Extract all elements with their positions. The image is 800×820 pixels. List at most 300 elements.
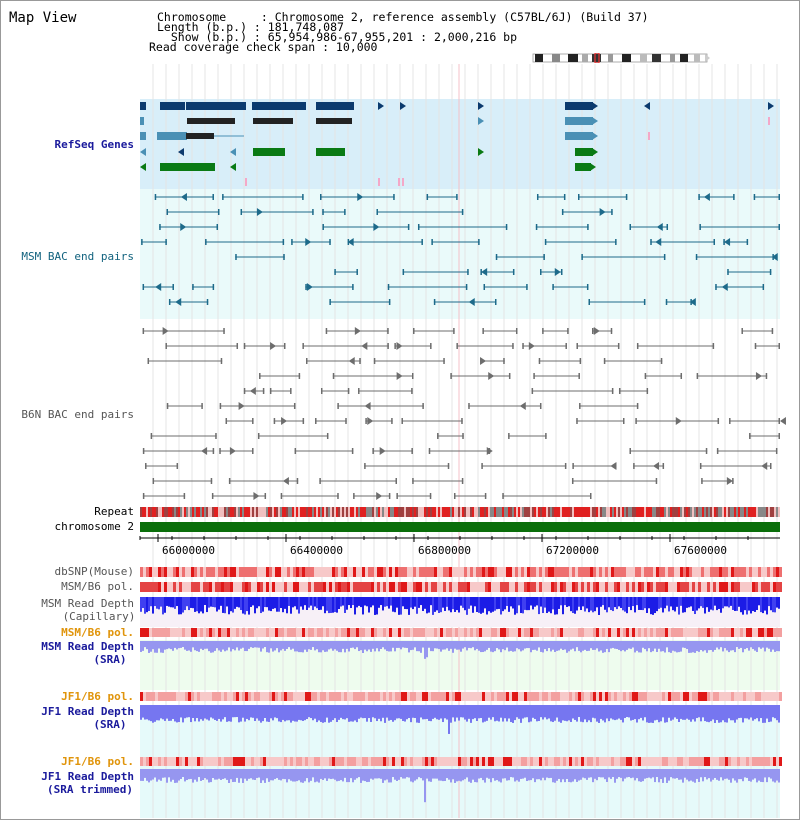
snp-density-cell (413, 628, 416, 637)
depth-bar (412, 597, 414, 609)
depth-bar (580, 597, 582, 610)
bac-end-left (437, 433, 439, 439)
snp-density-cell (185, 582, 188, 592)
snp-density-cell (212, 692, 215, 701)
snp-density-cell (593, 757, 596, 766)
gene-strand-arrow (520, 402, 526, 410)
snp-density-cell (572, 628, 575, 637)
depth-bar (184, 705, 186, 718)
track-label-jf1-depth-sra: JF1 Read Depth (41, 705, 134, 718)
depth-bar (518, 769, 520, 782)
depth-bar (196, 769, 198, 782)
snp-density-cell (617, 567, 620, 577)
snp-density-cell (404, 692, 407, 701)
depth-bar (240, 705, 242, 722)
snp-density-cell (767, 757, 770, 766)
snp-density-cell (500, 692, 503, 701)
depth-bar (464, 597, 466, 610)
bac-end-right (223, 328, 225, 334)
depth-bar (714, 641, 716, 650)
depth-bar (166, 705, 168, 719)
snp-density-cell (275, 757, 278, 766)
depth-bar (154, 769, 156, 778)
depth-bar (776, 641, 778, 651)
depth-bar (354, 597, 356, 614)
bac-end-right (448, 463, 450, 469)
gene-strand-arrow (250, 387, 256, 395)
repeat-segment (298, 507, 300, 517)
repeat-segment (202, 507, 204, 517)
depth-bar (542, 769, 544, 778)
depth-bar (504, 769, 506, 778)
depth-bar (696, 641, 698, 651)
track-label-msm-depth-capillary: MSM Read Depth (41, 597, 134, 610)
depth-bar (270, 769, 272, 780)
snp-density-cell (461, 582, 464, 592)
repeat-segment (766, 507, 768, 517)
depth-bar (366, 641, 368, 651)
depth-bar (696, 705, 698, 718)
snp-density-cell (758, 692, 761, 701)
snp-density-cell (704, 757, 707, 766)
depth-bar (192, 705, 194, 718)
repeat-segment (702, 507, 704, 517)
snp-density-cell (269, 757, 272, 766)
depth-bar (380, 705, 382, 721)
bac-end-left (579, 403, 581, 409)
snp-density-cell (188, 757, 191, 766)
depth-bar (726, 769, 728, 779)
depth-bar (194, 597, 196, 612)
snp-density-cell (656, 757, 659, 766)
depth-bar (362, 769, 364, 781)
bac-end-left (666, 299, 668, 305)
bac-end-left (295, 448, 297, 454)
snp-density-cell (692, 628, 695, 637)
snp-density-cell (221, 692, 224, 701)
snp-density-cell (542, 692, 545, 701)
snp-density-cell (356, 757, 359, 766)
bac-end-right (663, 463, 665, 469)
snp-density-cell (278, 757, 281, 766)
snp-density-cell (350, 582, 353, 592)
depth-bar (656, 641, 658, 652)
snp-density-cell (653, 692, 656, 701)
snp-density-cell (731, 628, 734, 637)
bac-end-right (345, 418, 347, 424)
repeat-segment (630, 507, 632, 517)
bac-end-right (462, 433, 464, 439)
snp-density-cell (449, 757, 452, 766)
snp-density-cell (233, 692, 236, 701)
snp-density-cell (620, 692, 623, 701)
snp-density-cell (701, 628, 704, 637)
depth-bar (236, 597, 238, 607)
repeat-segment (740, 507, 742, 517)
depth-bar (544, 705, 546, 717)
repeat-segment (470, 507, 472, 517)
snp-density-cell (551, 628, 554, 637)
repeat-segment (412, 507, 414, 517)
snp-density-cell (266, 582, 269, 592)
depth-bar (392, 705, 394, 722)
snp-density-cell (401, 692, 404, 701)
bac-end-left (321, 388, 323, 394)
repeat-segment (660, 507, 662, 517)
snp-density-cell (143, 757, 146, 766)
snp-density-cell (218, 582, 221, 592)
snp-density-cell (572, 582, 575, 592)
bac-end-right (352, 284, 354, 290)
snp-density-cell (530, 582, 533, 592)
snp-density-cell (554, 757, 557, 766)
depth-bar (516, 641, 518, 648)
depth-bar (712, 641, 714, 652)
snp-density-cell (590, 582, 593, 592)
bac-end-left (244, 343, 246, 349)
depth-bar (690, 597, 692, 606)
depth-bar (212, 769, 214, 778)
snp-density-cell (251, 692, 254, 701)
depth-bar (592, 641, 594, 650)
depth-bar (700, 641, 702, 650)
bac-end-left (302, 343, 304, 349)
depth-bar (506, 705, 508, 721)
snp-density-cell (488, 757, 491, 766)
depth-bar (382, 769, 384, 783)
depth-bar (440, 769, 442, 781)
depth-bar (496, 705, 498, 721)
depth-bar (662, 597, 664, 612)
depth-bar (678, 705, 680, 722)
snp-density-cell (347, 757, 350, 766)
bac-end-left (755, 343, 757, 349)
depth-bar (342, 641, 344, 649)
repeat-segment (392, 507, 394, 517)
snp-density-cell (470, 567, 473, 577)
depth-bar (586, 641, 588, 651)
depth-bar (226, 769, 228, 780)
snp-density-cell (356, 692, 359, 701)
depth-bar (524, 641, 526, 649)
snp-density-cell (344, 757, 347, 766)
depth-bar (158, 597, 160, 609)
snp-density-cell (611, 567, 614, 577)
depth-bar (442, 597, 444, 608)
snp-density-cell (485, 567, 488, 577)
depth-bar (746, 641, 748, 648)
bac-end-left (418, 224, 420, 230)
depth-bar (480, 641, 482, 652)
snp-density-cell (236, 582, 239, 592)
depth-bar (386, 597, 388, 606)
snp-density-cell (629, 567, 632, 577)
repeat-segment (498, 507, 500, 517)
track-label-chromosome: chromosome 2 (54, 520, 134, 533)
snp-density-cell (266, 692, 269, 701)
snp-density-cell (524, 628, 527, 637)
snp-density-cell (425, 628, 428, 637)
depth-bar (722, 597, 724, 608)
depth-bar (248, 705, 250, 720)
repeat-segment (522, 507, 524, 517)
snp-density-cell (326, 692, 329, 701)
depth-bar (140, 641, 142, 652)
snp-density-cell (203, 582, 206, 592)
bac-end-right (352, 448, 354, 454)
depth-bar (300, 769, 302, 782)
depth-bar (146, 705, 148, 719)
snp-density-cell (413, 692, 416, 701)
snp-density-cell (371, 567, 374, 577)
snp-density-cell (269, 567, 272, 577)
snp-density-cell (389, 757, 392, 766)
snp-density-cell (332, 757, 335, 766)
depth-bar (510, 705, 512, 722)
depth-bar (460, 769, 462, 781)
snp-density-cell (494, 567, 497, 577)
snp-density-cell (695, 628, 698, 637)
depth-bar (730, 705, 732, 720)
repeat-segment (738, 507, 740, 517)
depth-bar (214, 597, 216, 607)
repeat-segment (708, 507, 710, 517)
depth-bar (360, 597, 362, 607)
depth-bar (708, 769, 710, 778)
snp-density-cell (467, 567, 470, 577)
depth-bar (708, 597, 710, 612)
depth-bar (462, 597, 464, 608)
repeat-segment (264, 507, 266, 517)
snp-density-cell (665, 692, 668, 701)
snp-density-cell (464, 692, 467, 701)
snp-density-cell (752, 582, 755, 592)
snp-density-cell (698, 582, 701, 592)
depth-bar (434, 705, 436, 718)
repeat-segment (196, 507, 198, 517)
depth-bar (372, 705, 374, 717)
depth-bar (728, 769, 730, 780)
snp-density-cell (236, 692, 239, 701)
depth-bar (354, 641, 356, 649)
depth-bar (342, 705, 344, 719)
snp-density-cell (293, 692, 296, 701)
repeat-segment (590, 507, 592, 517)
depth-bar (414, 641, 416, 647)
depth-bar (148, 769, 150, 782)
snp-density-cell (326, 582, 329, 592)
depth-bar (742, 705, 744, 722)
depth-bar (756, 769, 758, 782)
repeat-segment (270, 507, 272, 517)
snp-density-cell (311, 757, 314, 766)
depth-bar (334, 705, 336, 718)
snp-density-cell (254, 692, 257, 701)
depth-bar (336, 641, 338, 651)
snp-density-cell (665, 567, 668, 577)
snp-density-cell (140, 567, 143, 577)
snp-density-cell (710, 692, 713, 701)
depth-bar (646, 641, 648, 651)
snp-density-cell (296, 692, 299, 701)
snp-density-cell (596, 582, 599, 592)
depth-bar (546, 641, 548, 651)
depth-bar (206, 769, 208, 780)
depth-bar (530, 641, 532, 652)
repeat-segment (204, 507, 206, 517)
snp-density-cell (401, 582, 404, 592)
bac-end-right (776, 448, 778, 454)
depth-bar (340, 597, 342, 606)
depth-bar (490, 705, 492, 720)
snp-density-cell (779, 692, 782, 701)
depth-bar (292, 769, 294, 782)
snp-density-cell (686, 628, 689, 637)
repeat-segment (322, 507, 324, 517)
bac-end-right (312, 209, 314, 215)
bac-end-left (578, 194, 580, 200)
depth-bar (422, 769, 424, 780)
depth-bar (458, 769, 460, 781)
snp-density-cell (263, 692, 266, 701)
bac-end-left (270, 388, 272, 394)
snp-density-cell (713, 757, 716, 766)
depth-bar (216, 641, 218, 648)
depth-bar (358, 597, 360, 606)
bac-end-right (237, 343, 239, 349)
snp-density-cell (746, 582, 749, 592)
bac-end-left (588, 299, 590, 305)
snp-density-cell (530, 757, 533, 766)
depth-bar (218, 641, 220, 650)
depth-bar (562, 597, 564, 614)
snp-density-cell (305, 628, 308, 637)
depth-bar (754, 597, 756, 612)
depth-bar (436, 705, 438, 719)
depth-bar (528, 641, 530, 648)
snp-density-cell (221, 582, 224, 592)
repeat-segment (772, 507, 774, 517)
depth-bar (608, 597, 610, 607)
snp-density-cell (590, 692, 593, 701)
depth-bar (562, 641, 564, 650)
gene-exon (140, 117, 144, 125)
depth-bar (714, 597, 716, 606)
depth-bar (448, 597, 450, 610)
snp-density-cell (632, 628, 635, 637)
snp-density-cell (353, 757, 356, 766)
snp-density-cell (329, 757, 332, 766)
snp-density-cell (281, 567, 284, 577)
repeat-segment (162, 507, 164, 517)
repeat-segment (510, 507, 512, 517)
depth-bar (484, 705, 486, 722)
depth-bar (162, 705, 164, 719)
repeat-segment (478, 507, 480, 517)
depth-bar (158, 641, 160, 648)
snp-density-cell (530, 567, 533, 577)
snp-density-cell (578, 628, 581, 637)
snp-density-cell (566, 692, 569, 701)
bac-end-left (322, 209, 324, 215)
repeat-segment (338, 507, 340, 517)
repeat-segment (664, 507, 666, 517)
depth-bar (360, 705, 362, 718)
depth-bar (666, 597, 668, 606)
repeat-segment (626, 507, 628, 517)
depth-bar (256, 705, 258, 718)
depth-bar (718, 705, 720, 723)
depth-bar (338, 705, 340, 720)
depth-bar (558, 705, 560, 722)
bac-end-left (353, 493, 355, 499)
snp-density-cell (344, 582, 347, 592)
depth-bar (198, 641, 200, 652)
depth-bar (180, 705, 182, 717)
snp-density-cell (683, 692, 686, 701)
depth-bar (694, 641, 696, 653)
bac-end-right (779, 224, 781, 230)
depth-bar (328, 597, 330, 613)
bac-end-left (630, 224, 632, 230)
snp-density-cell (257, 567, 260, 577)
snp-density-cell (374, 757, 377, 766)
depth-bar (478, 769, 480, 779)
snp-density-cell (776, 692, 779, 701)
depth-bar (164, 597, 166, 613)
bac-end-left (650, 239, 652, 245)
depth-bar (268, 705, 270, 722)
bac-end-left (434, 299, 436, 305)
snp-density-cell (167, 757, 170, 766)
snp-density-cell (533, 692, 536, 701)
snp-density-cell (236, 628, 239, 637)
bac-end-left (539, 358, 541, 364)
depth-bar (724, 641, 726, 648)
depth-bar (682, 597, 684, 613)
snp-density-cell (251, 757, 254, 766)
depth-bar (546, 705, 548, 719)
depth-bar (314, 641, 316, 650)
depth-bar (602, 597, 604, 605)
depth-bar (516, 769, 518, 780)
depth-bar (622, 597, 624, 610)
snp-density-cell (458, 582, 461, 592)
snp-density-cell (197, 582, 200, 592)
depth-bar (198, 769, 200, 777)
depth-bar (436, 597, 438, 610)
snp-density-cell (581, 567, 584, 577)
snp-density-cell (755, 582, 758, 592)
snp-density-cell (326, 628, 329, 637)
depth-bar (480, 705, 482, 718)
snp-density-cell (230, 692, 233, 701)
depth-bar (244, 705, 246, 722)
depth-bar (758, 597, 760, 605)
depth-bar (646, 597, 648, 613)
depth-bar (748, 597, 750, 611)
depth-bar (454, 705, 456, 722)
depth-bar (452, 705, 454, 717)
depth-bar (468, 641, 470, 648)
snp-density-cell (236, 757, 239, 766)
snp-density-cell (254, 582, 257, 592)
snp-density-cell (650, 567, 653, 577)
depth-bar (178, 705, 180, 722)
depth-bar (654, 705, 656, 720)
depth-bar (702, 705, 704, 717)
depth-bar (172, 769, 174, 780)
